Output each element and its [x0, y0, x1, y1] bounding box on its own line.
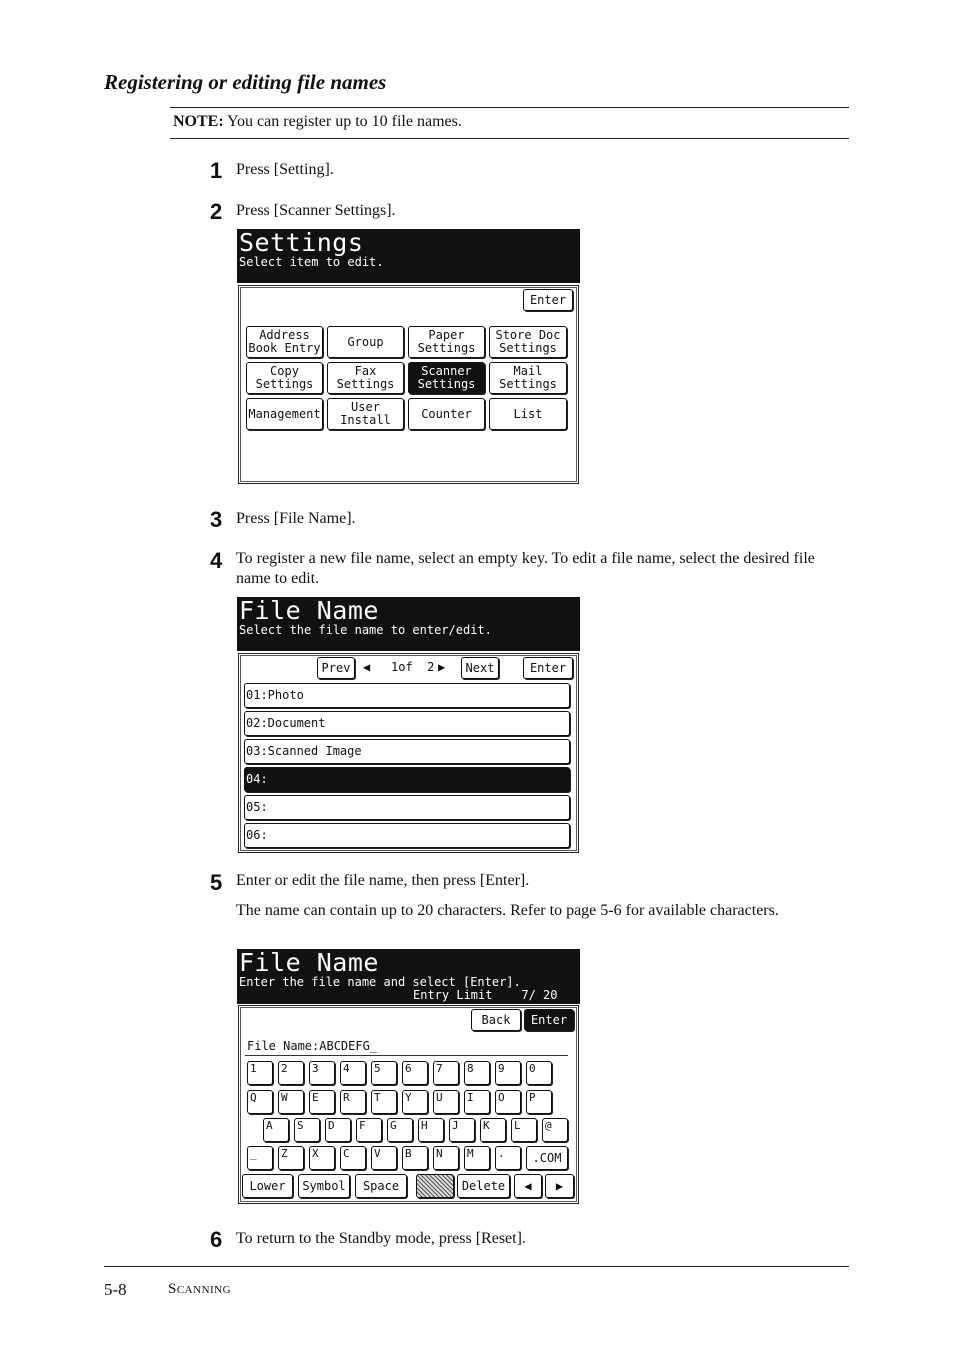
screen-subtitle: Select item to edit. — [239, 255, 384, 269]
footer-rule — [104, 1266, 849, 1267]
key-period[interactable]: . — [495, 1146, 521, 1170]
store-doc-settings-button[interactable]: Store Doc Settings — [489, 326, 567, 358]
file-name-field[interactable]: File Name:ABCDEFG_ — [247, 1039, 378, 1053]
key-y[interactable]: Y — [402, 1090, 428, 1114]
key-g[interactable]: G — [387, 1118, 413, 1142]
file-name-keyboard-screen — [237, 949, 580, 1206]
key-h[interactable]: H — [418, 1118, 444, 1142]
step-text: To return to the Standby mode, press [Reset]. — [236, 1230, 526, 1247]
key-m[interactable]: M — [464, 1146, 490, 1170]
address-book-entry-button[interactable]: Address Book Entry — [246, 326, 323, 358]
key-z[interactable]: Z — [278, 1146, 304, 1170]
step-text: To register a new file name, select an empty key. To edit a file name, select the desired file name to edit. — [236, 550, 815, 587]
key-w[interactable]: W — [278, 1090, 304, 1114]
copy-settings-button[interactable]: Copy Settings — [246, 362, 323, 394]
section-heading: Registering or editing file names — [104, 70, 387, 94]
key-7[interactable]: 7 — [433, 1061, 459, 1085]
key-s[interactable]: S — [294, 1118, 320, 1142]
key-q[interactable]: Q — [247, 1090, 273, 1114]
step-number: 2 — [210, 199, 223, 224]
lower-button[interactable]: Lower — [242, 1174, 293, 1198]
cursor-right-button[interactable]: ▶ — [545, 1174, 574, 1198]
key-e[interactable]: E — [309, 1090, 335, 1114]
file-name-list-screen — [237, 597, 580, 855]
key-9[interactable]: 9 — [495, 1061, 521, 1085]
prev-button[interactable]: Prev — [317, 657, 355, 679]
step-number: 3 — [210, 507, 223, 532]
user-install-button[interactable]: User Install — [327, 398, 404, 430]
file-name-row[interactable]: 06: — [244, 823, 570, 848]
key-6[interactable]: 6 — [402, 1061, 428, 1085]
file-name-row[interactable]: 03:Scanned Image — [244, 739, 570, 764]
note-top-rule — [170, 107, 849, 108]
screen-title: Settings — [239, 228, 364, 257]
key-2[interactable]: 2 — [278, 1061, 304, 1085]
step-number: 6 — [210, 1227, 223, 1252]
step-text: Press [Scanner Settings]. — [236, 202, 396, 219]
key-a[interactable]: A — [263, 1118, 289, 1142]
step-text: Press [Setting]. — [236, 161, 334, 178]
file-name-row[interactable]: 05: — [244, 795, 570, 820]
screen-title: File Name — [239, 596, 379, 625]
note-bottom-rule — [170, 138, 849, 139]
key-3[interactable]: 3 — [309, 1061, 335, 1085]
key-d[interactable]: D — [325, 1118, 351, 1142]
key-u[interactable]: U — [433, 1090, 459, 1114]
key-f[interactable]: F — [356, 1118, 382, 1142]
file-name-row[interactable]: 01:Photo — [244, 683, 570, 708]
note — [173, 113, 462, 131]
screen-header — [237, 229, 580, 283]
mail-settings-button[interactable]: Mail Settings — [489, 362, 567, 394]
back-button[interactable]: Back — [471, 1009, 521, 1031]
page-indicator: 1of 2 — [391, 660, 435, 674]
enter-button[interactable]: Enter — [523, 289, 573, 311]
key-c[interactable]: C — [340, 1146, 366, 1170]
key-4[interactable]: 4 — [340, 1061, 366, 1085]
screen-subtitle: Select the file name to enter/edit. — [239, 623, 492, 637]
paper-settings-button[interactable]: Paper Settings — [408, 326, 485, 358]
step-number: 4 — [210, 548, 223, 573]
list-button[interactable]: List — [489, 398, 567, 430]
key-b[interactable]: B — [402, 1146, 428, 1170]
key-l[interactable]: L — [511, 1118, 537, 1142]
chapter-title: Scanning — [168, 1281, 232, 1297]
next-button[interactable]: Next — [461, 657, 499, 679]
fax-settings-button[interactable]: Fax Settings — [327, 362, 404, 394]
key-underscore[interactable]: _ — [247, 1146, 273, 1170]
screen-body — [238, 1005, 579, 1204]
step-text: Enter or edit the file name, then press [Enter]. — [236, 872, 530, 889]
right-triangle-icon: ▶ — [438, 660, 446, 674]
key-5[interactable]: 5 — [371, 1061, 397, 1085]
settings-screen — [237, 229, 580, 486]
space-button[interactable]: Space — [355, 1174, 407, 1198]
screen-title: File Name — [239, 948, 379, 977]
step-number: 1 — [210, 158, 223, 183]
enter-button[interactable]: Enter — [523, 657, 573, 679]
note-text: You can register up to 10 file names. — [223, 113, 462, 130]
file-name-row[interactable]: 04: — [244, 767, 570, 792]
screen-body — [238, 285, 579, 484]
delete-button[interactable]: Delete — [457, 1174, 510, 1198]
scanner-settings-button[interactable]: Scanner Settings — [408, 362, 485, 394]
key-p[interactable]: P — [526, 1090, 552, 1114]
step-text: Press [File Name]. — [236, 510, 356, 527]
screen-body — [238, 653, 579, 853]
key-at[interactable]: @ — [542, 1118, 568, 1142]
key-8[interactable]: 8 — [464, 1061, 490, 1085]
screen-subtitle: Enter the file name and select [Enter]. — [239, 975, 521, 989]
key-t[interactable]: T — [371, 1090, 397, 1114]
step-number: 5 — [210, 870, 223, 895]
key-x[interactable]: X — [309, 1146, 335, 1170]
key-j[interactable]: J — [449, 1118, 475, 1142]
note-label: NOTE: — [173, 113, 224, 130]
page-number: 5-8 — [104, 1280, 127, 1299]
key-i[interactable]: I — [464, 1090, 490, 1114]
screen-header — [237, 949, 580, 1004]
disabled-key — [416, 1174, 454, 1198]
key-0[interactable]: 0 — [526, 1061, 552, 1085]
cursor-left-button[interactable]: ◀ — [514, 1174, 542, 1198]
file-name-row[interactable]: 02:Document — [244, 711, 570, 736]
key-k[interactable]: K — [480, 1118, 506, 1142]
entry-limit: Entry Limit 7/ 20 — [413, 988, 558, 1002]
field-underline — [245, 1055, 568, 1056]
key-v[interactable]: V — [371, 1146, 397, 1170]
key-r[interactable]: R — [340, 1090, 366, 1114]
screen-header — [237, 597, 580, 651]
key-n[interactable]: N — [433, 1146, 459, 1170]
dot-com-key[interactable]: .COM — [526, 1146, 568, 1170]
step-text-extra: The name can contain up to 20 characters. Refer to page 5-6 for available characters. — [236, 902, 779, 919]
counter-button[interactable]: Counter — [408, 398, 485, 430]
enter-button[interactable]: Enter — [524, 1009, 574, 1031]
management-button[interactable]: Management — [246, 398, 323, 430]
key-o[interactable]: O — [495, 1090, 521, 1114]
symbol-button[interactable]: Symbol — [298, 1174, 350, 1198]
key-1[interactable]: 1 — [247, 1061, 273, 1085]
left-triangle-icon: ◀ — [363, 660, 371, 674]
group-button[interactable]: Group — [327, 326, 404, 358]
